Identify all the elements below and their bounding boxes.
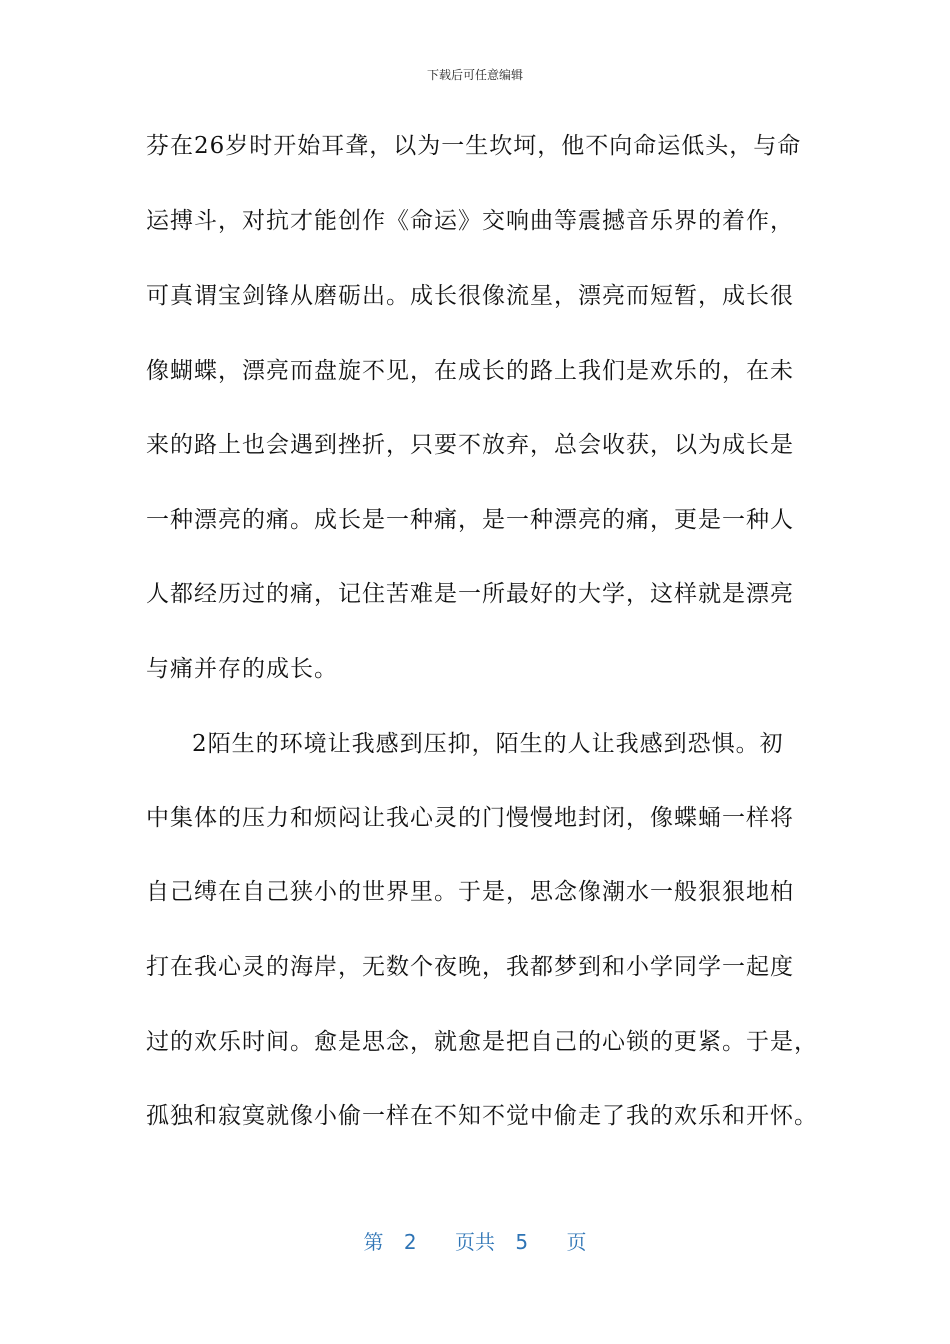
paragraph-line: 芬在26岁时开始耳聋，以为一生坎坷，他不向命运低头，与命 xyxy=(146,133,802,159)
paragraph-line: 一种漂亮的痛。成长是一种痛，是一种漂亮的痛，更是一种人 xyxy=(146,507,794,533)
paragraph-line: 孤独和寂寞就像小偷一样在不知不觉中偷走了我的欢乐和开怀。 xyxy=(146,1103,818,1129)
paragraph-line: 过的欢乐时间。愈是思念，就愈是把自己的心锁的更紧。于是， xyxy=(146,1029,818,1055)
paragraph-line: 来的路上也会遇到挫折，只要不放弃，总会收获，以为成长是 xyxy=(146,432,794,458)
footer-prefix: 第 xyxy=(363,1230,384,1254)
header-note: 下载后可任意编辑 xyxy=(426,68,523,82)
footer-total-pages: 5 xyxy=(515,1230,529,1254)
paragraph-line: 运搏斗，对抗才能创作《命运》交响曲等震撼音乐界的着作， xyxy=(146,208,794,234)
paragraph-line: 人都经历过的痛，记住苦难是一所最好的大学，这样就是漂亮 xyxy=(146,581,794,607)
paragraph-line: 2陌生的环境让我感到压抑，陌生的人让我感到恐惧。初 xyxy=(192,731,784,757)
paragraph-line: 中集体的压力和烦闷让我心灵的门慢慢地封闭，像蝶蛹一样将 xyxy=(146,805,794,831)
paragraph-line: 自己缚在自己狭小的世界里。于是，思念像潮水一般狠狠地柏 xyxy=(146,879,794,905)
footer-middle: 页共 xyxy=(455,1230,495,1254)
footer-current-page: 2 xyxy=(403,1230,417,1254)
paragraph-line: 像蝴蝶，漂亮而盘旋不见，在成长的路上我们是欢乐的，在未 xyxy=(146,358,794,384)
paragraph-line: 可真谓宝剑锋从磨砺出。成长很像流星，漂亮而短暂，成长很 xyxy=(146,283,794,309)
paragraph-line: 打在我心灵的海岸，无数个夜晚，我都梦到和小学同学一起度 xyxy=(146,954,794,980)
footer-suffix: 页 xyxy=(566,1230,587,1254)
paragraph-line: 与痛并存的成长。 xyxy=(146,656,338,682)
page-footer xyxy=(0,1226,950,1255)
